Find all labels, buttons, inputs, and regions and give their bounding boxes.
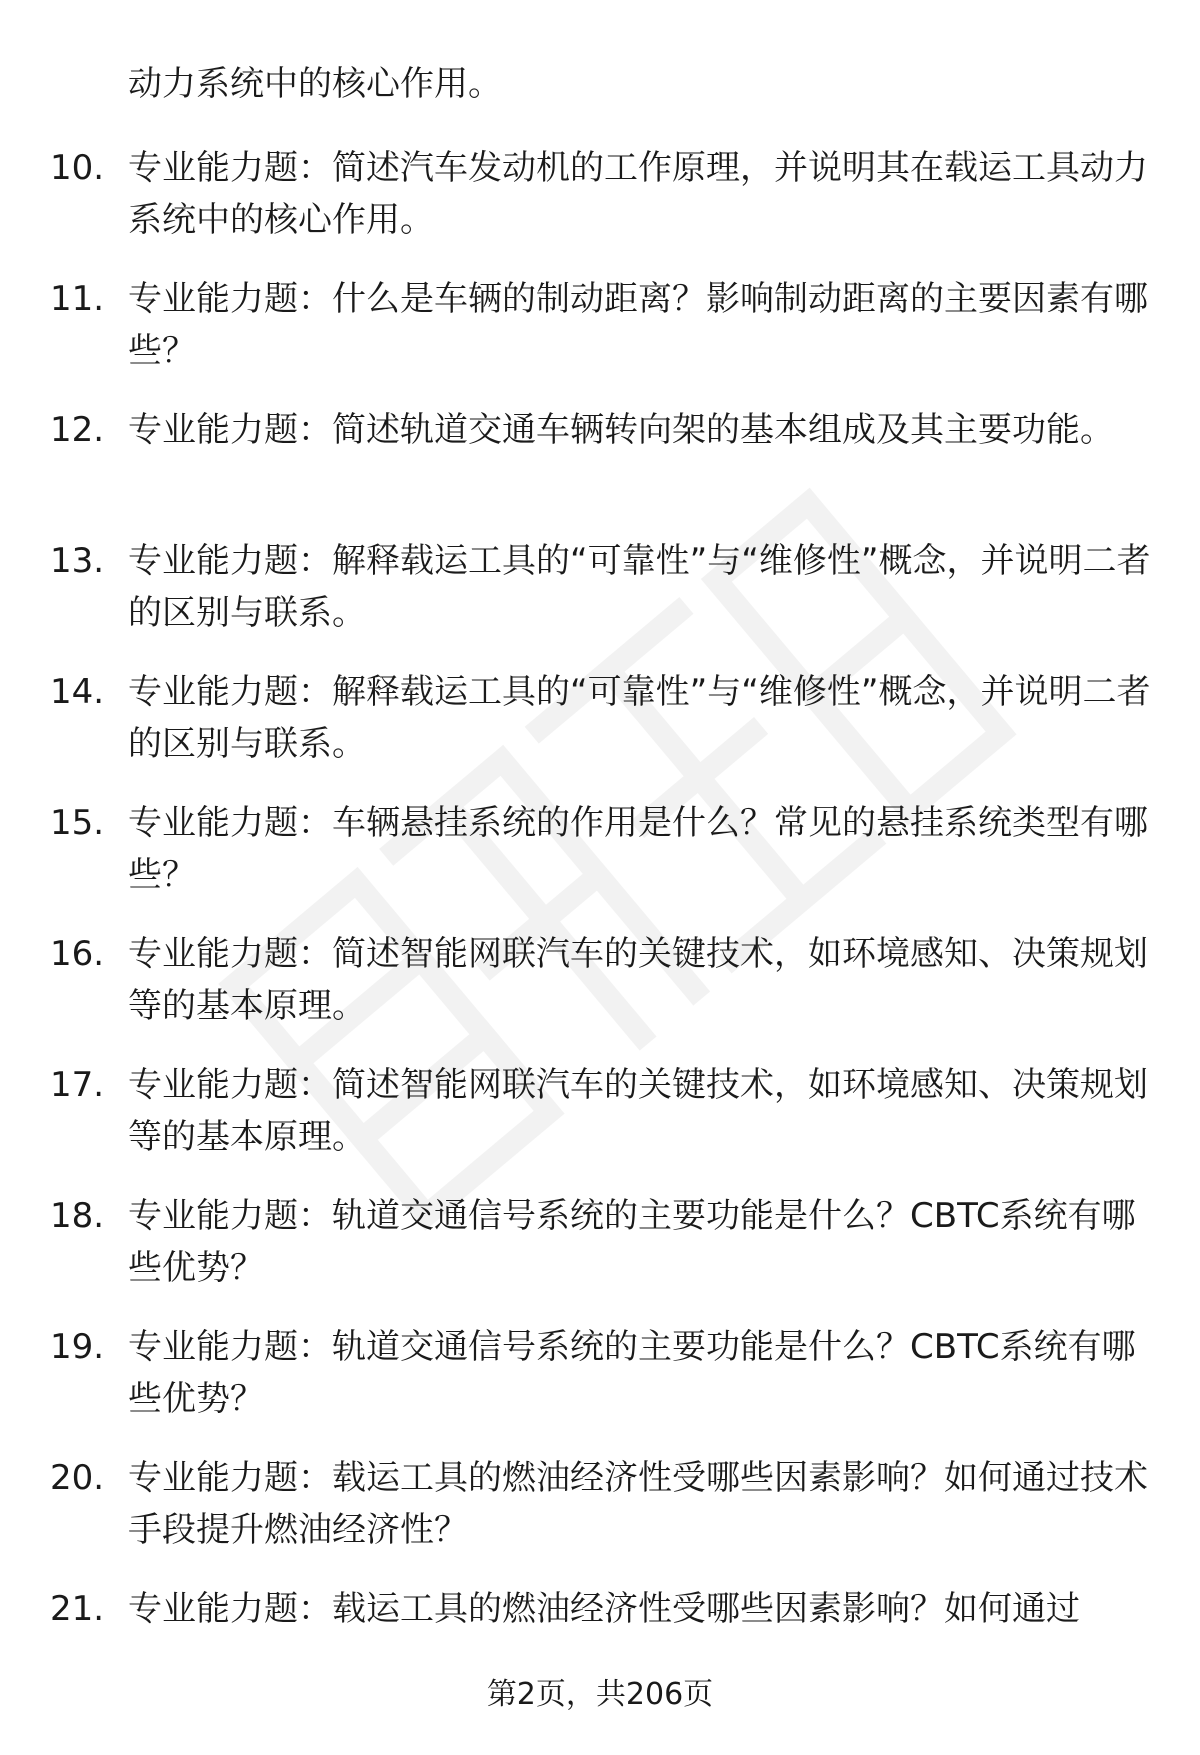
question-item	[0, 1190, 1200, 1321]
question-number: 15.	[50, 803, 105, 843]
question-text: 专业能力题：载运工具的燃油经济性受哪些因素影响？如何通过	[128, 1589, 1080, 1629]
question-number: 14.	[50, 672, 105, 712]
continuation-text: 动力系统中的核心作用。	[128, 64, 502, 104]
question-item	[0, 1452, 1200, 1583]
question-number: 18.	[50, 1196, 105, 1236]
question-item	[0, 535, 1200, 666]
question-number: 19.	[50, 1327, 105, 1367]
question-text: 专业能力题：简述轨道交通车辆转向架的基本组成及其主要功能。	[128, 410, 1114, 450]
question-text: 专业能力题：简述汽车发动机的工作原理，并说明其在载运工具动力系统中的核心作用。	[128, 148, 1148, 240]
question-text: 专业能力题：载运工具的燃油经济性受哪些因素影响？如何通过技术手段提升燃油经济性？	[128, 1458, 1148, 1550]
question-number: 17.	[50, 1065, 105, 1105]
question-item	[0, 273, 1200, 404]
question-item	[0, 928, 1200, 1059]
question-number: 11.	[50, 279, 105, 319]
question-number: 10.	[50, 148, 105, 188]
question-item	[0, 1321, 1200, 1452]
question-text: 专业能力题：什么是车辆的制动距离？影响制动距离的主要因素有哪些？	[128, 279, 1148, 371]
question-text: 专业能力题：轨道交通信号系统的主要功能是什么？CBTC系统有哪些优势？	[128, 1196, 1136, 1288]
question-item	[0, 797, 1200, 928]
question-number: 20.	[50, 1458, 105, 1498]
question-number: 13.	[50, 541, 105, 581]
question-text: 专业能力题：轨道交通信号系统的主要功能是什么？CBTC系统有哪些优势？	[128, 1327, 1136, 1419]
question-number: 21.	[50, 1589, 105, 1629]
question-text: 专业能力题：简述智能网联汽车的关键技术，如环境感知、决策规划等的基本原理。	[128, 934, 1148, 1026]
question-item	[0, 1059, 1200, 1190]
question-text: 专业能力题：车辆悬挂系统的作用是什么？常见的悬挂系统类型有哪些？	[128, 803, 1148, 895]
question-item	[0, 666, 1200, 797]
question-item	[0, 142, 1200, 273]
page-footer: 第2页，共206页	[486, 1677, 714, 1712]
question-text: 专业能力题：解释载运工具的“可靠性”与“维修性”概念，并说明二者的区别与联系。	[128, 672, 1151, 764]
question-text: 专业能力题：简述智能网联汽车的关键技术，如环境感知、决策规划等的基本原理。	[128, 1065, 1148, 1157]
question-number: 16.	[50, 934, 105, 974]
question-text: 专业能力题：解释载运工具的“可靠性”与“维修性”概念，并说明二者的区别与联系。	[128, 541, 1151, 633]
question-list	[0, 142, 1200, 1714]
question-item	[0, 404, 1200, 535]
question-number: 12.	[50, 410, 105, 450]
